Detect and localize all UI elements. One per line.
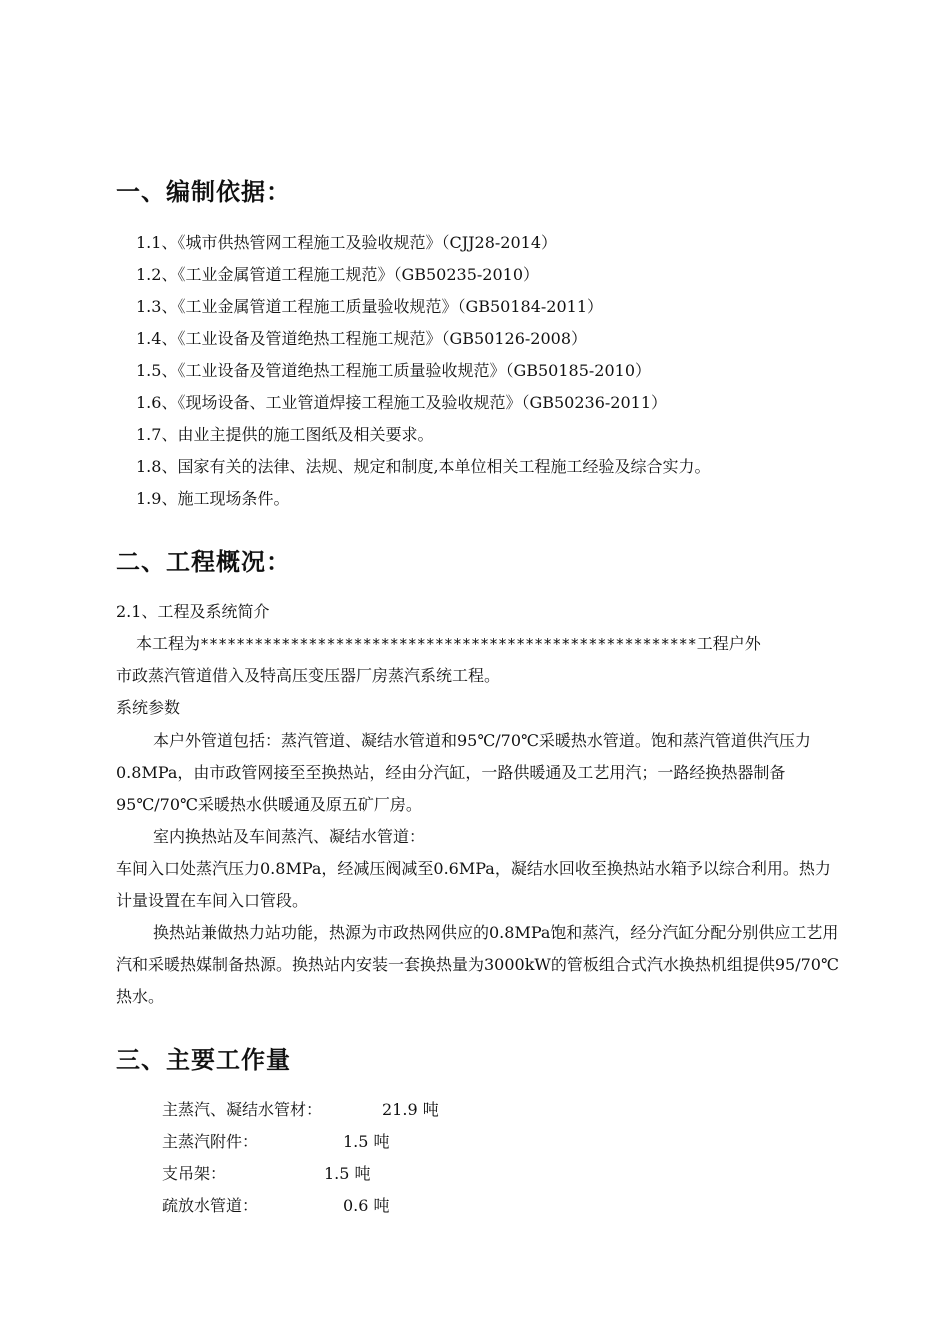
paragraph-outdoor-pipes: 本户外管道包括：蒸汽管道、凝结水管道和95℃/70℃采暖热水管道。饱和蒸汽管道供汽压力0.8MPa，由市政管网接至至换热站，经由分汽缸，一路供暖通及工艺用汽；一路经换热器制备95℃/70℃采暖热水供暖通及原五矿厂房。 [116, 731, 811, 814]
workload-value: 0.6 吨 [343, 1196, 390, 1215]
workload-label: 主蒸汽附件： [162, 1132, 259, 1151]
reference-item: 1.1、《城市供热管网工程施工及验收规范》（CJJ28-2014） [136, 233, 558, 252]
paragraph-workshop-entry: 车间入口处蒸汽压力0.8MPa，经减压阀减至0.6MPa，凝结水回收至换热站水箱予以综合利用。热力计量设置在车间入口管段。 [116, 859, 831, 910]
reference-item: 1.5、《工业设备及管道绝热工程施工质量验收规范》（GB50185-2010） [136, 361, 652, 380]
section1-title: 一、编制依据： [116, 178, 291, 206]
intro-line [136, 634, 761, 654]
paragraph-heat-station: 换热站兼做热力站功能，热源为市政热网供应的0.8MPa饱和蒸汽，经分汽缸分配分别供应工艺用汽和采暖热媒制备热源。换热站内安装一套换热量为3000kW的管板组合式汽水换热机组提供95/70℃热水。 [116, 923, 839, 1006]
paragraph-indoor-title: 室内换热站及车间蒸汽、凝结水管道： [153, 827, 426, 846]
workload-label: 主蒸汽、凝结水管材： [162, 1100, 323, 1119]
intro-suffix: 工程户外 [696, 634, 761, 653]
workload-value: 1.5 吨 [324, 1164, 371, 1183]
intro-stars: ******************************************************* [200, 635, 697, 653]
system-params-label: 系统参数 [116, 698, 181, 717]
section2-title: 二、工程概况： [116, 548, 291, 576]
reference-item: 1.6、《现场设备、工业管道焊接工程施工及验收规范》（GB50236-2011） [136, 393, 668, 412]
reference-item: 1.4、《工业设备及管道绝热工程施工规范》（GB50126-2008） [136, 329, 588, 348]
intro-prefix: 本工程为 [136, 634, 201, 653]
reference-item: 1.8、国家有关的法律、法规、规定和制度,本单位相关工程施工经验及综合实力。 [136, 457, 711, 476]
reference-item: 1.2、《工业金属管道工程施工规范》（GB50235-2010） [136, 265, 540, 284]
workload-value: 21.9 吨 [382, 1100, 439, 1119]
workload-label: 疏放水管道： [162, 1196, 259, 1215]
subsection-title: 2.1、工程及系统简介 [116, 602, 270, 621]
reference-item: 1.7、由业主提供的施工图纸及相关要求。 [136, 425, 434, 444]
workload-value: 1.5 吨 [343, 1132, 390, 1151]
reference-item: 1.3、《工业金属管道工程施工质量验收规范》（GB50184-2011） [136, 297, 604, 316]
section3-title: 三、主要工作量 [116, 1046, 291, 1074]
workload-label: 支吊架： [162, 1164, 227, 1183]
intro-line-2: 市政蒸汽管道借入及特高压变压器厂房蒸汽系统工程。 [116, 666, 501, 685]
reference-item: 1.9、施工现场条件。 [136, 489, 290, 508]
